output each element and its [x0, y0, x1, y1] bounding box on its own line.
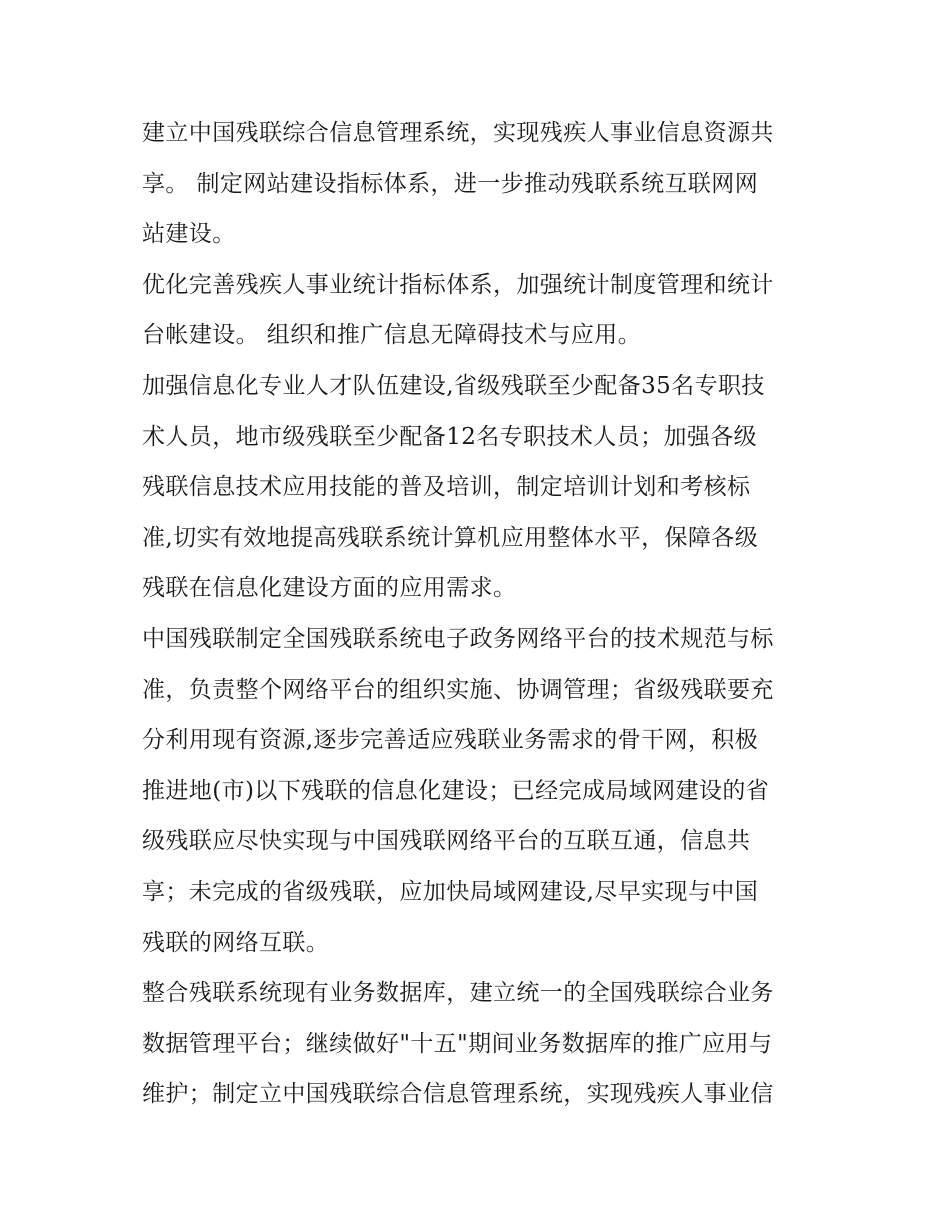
text-line: 准，负责整个网络平台的组织实施、协调管理；省级残联要充 [142, 676, 774, 703]
document-body [142, 108, 812, 1120]
paragraph-network-platform [142, 614, 812, 968]
text-line: 享；未完成的省级残联，应加快局域网建设,尽早实现与中国 [142, 878, 759, 905]
text-line: 推进地(市)以下残联的信息化建设；已经完成局域网建设的省 [142, 777, 770, 804]
text-line: 加强信息化专业人才队伍建设,省级残联至少配备35名专职技 [142, 372, 765, 399]
text-line: 整合残联系统现有业务数据库，建立统一的全国残联综合业务 [142, 980, 774, 1007]
text-line: 分利用现有资源,逐步完善适应残联业务需求的骨干网，积极 [142, 727, 759, 754]
paragraph-statistics [142, 260, 812, 361]
text-line: 享。 制定网站建设指标体系，进一步推动残联系统互联网网 [142, 170, 759, 197]
text-line: 站建设。 [142, 221, 236, 248]
text-line: 术人员，地市级残联至少配备12名专职技术人员；加强各级 [142, 423, 758, 450]
text-line: 维护；制定立中国残联综合信息管理系统，实现残疾人事业信 [142, 1081, 774, 1108]
text-line: 残联在信息化建设方面的应用需求。 [142, 575, 517, 602]
text-line: 台帐建设。 组织和推广信息无障碍技术与应用。 [142, 322, 642, 349]
paragraph-info-system [142, 108, 812, 260]
text-line: 中国残联制定全国残联系统电子政务网络平台的技术规范与标 [142, 625, 774, 652]
text-line: 残联的网络互联。 [142, 929, 330, 956]
paragraph-database [142, 968, 812, 1120]
text-line: 数据管理平台；继续做好"十五"期间业务数据库的推广应用与 [142, 1030, 773, 1057]
text-line: 建立中国残联综合信息管理系统，实现残疾人事业信息资源共 [142, 120, 774, 146]
text-line: 优化完善残疾人事业统计指标体系，加强统计制度管理和统计 [142, 271, 774, 298]
text-line: 残联信息技术应用技能的普及培训，制定培训计划和考核标 [142, 474, 751, 501]
text-line: 准,切实有效地提高残联系统计算机应用整体水平，保障各级 [142, 524, 759, 551]
text-line: 级残联应尽快实现与中国残联网络平台的互联互通，信息共 [142, 828, 751, 855]
paragraph-talent-team [142, 361, 812, 614]
